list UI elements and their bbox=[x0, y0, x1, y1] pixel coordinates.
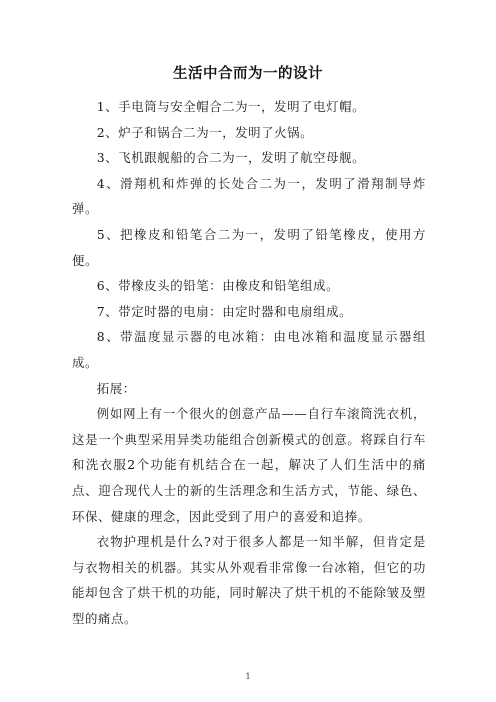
paragraph-7: 7、带定时器的电扇：由定时器和电扇组成。 bbox=[96, 303, 353, 319]
extension-heading: 拓展： bbox=[96, 380, 136, 396]
paragraph-6: 6、带橡皮头的铅笔：由橡皮和铅笔组成。 bbox=[96, 278, 340, 294]
paragraph-3: 3、飞机跟舰船的合二为一，发明了航空母舰。 bbox=[96, 150, 366, 166]
paragraph-clothing-care: 衣物护理机是什么?对于很多人都是一知半解，但肯定是与衣物相关的机器。其实从外观看非常像一台冰箱，但它的功能却包含了烘干机的功能，同时解决了烘干机的不能除皱及塑型的痛点。 bbox=[72, 534, 426, 626]
paragraph-1: 1、手电筒与安全帽合二为一，发明了电灯帽。 bbox=[96, 99, 366, 114]
paragraph-bike-washer: 例如网上有一个很火的创意产品——自行车滚筒洗衣机，这是一个典型采用异类功能组合创新模式的创意。将踩自行车和洗衣服2个功能有机结合在一起，解决了人们生活中的痛点、迎合现代人士的新的生活理念和生活方式，节能、绿色、环保、健康的理念，因此受到了用户的喜爱和追捧。 bbox=[72, 406, 426, 524]
paragraph-4: 4、滑翔机和炸弹的长处合二为一，发明了滑翔制导炸弹。 bbox=[72, 175, 426, 217]
paragraph-8: 8、带温度显示器的电冰箱：由电冰箱和温度显示器组成。 bbox=[72, 329, 426, 370]
paragraph-5: 5、把橡皮和铅笔合二为一，发明了铅笔橡皮，使用方便。 bbox=[72, 226, 426, 268]
document-body bbox=[72, 94, 426, 631]
page-title: 生活中合而为一的设计 bbox=[173, 66, 323, 82]
paragraph-2: 2、炉子和锅合二为一，发明了火锅。 bbox=[96, 124, 314, 140]
page-number: 1 bbox=[245, 672, 251, 681]
